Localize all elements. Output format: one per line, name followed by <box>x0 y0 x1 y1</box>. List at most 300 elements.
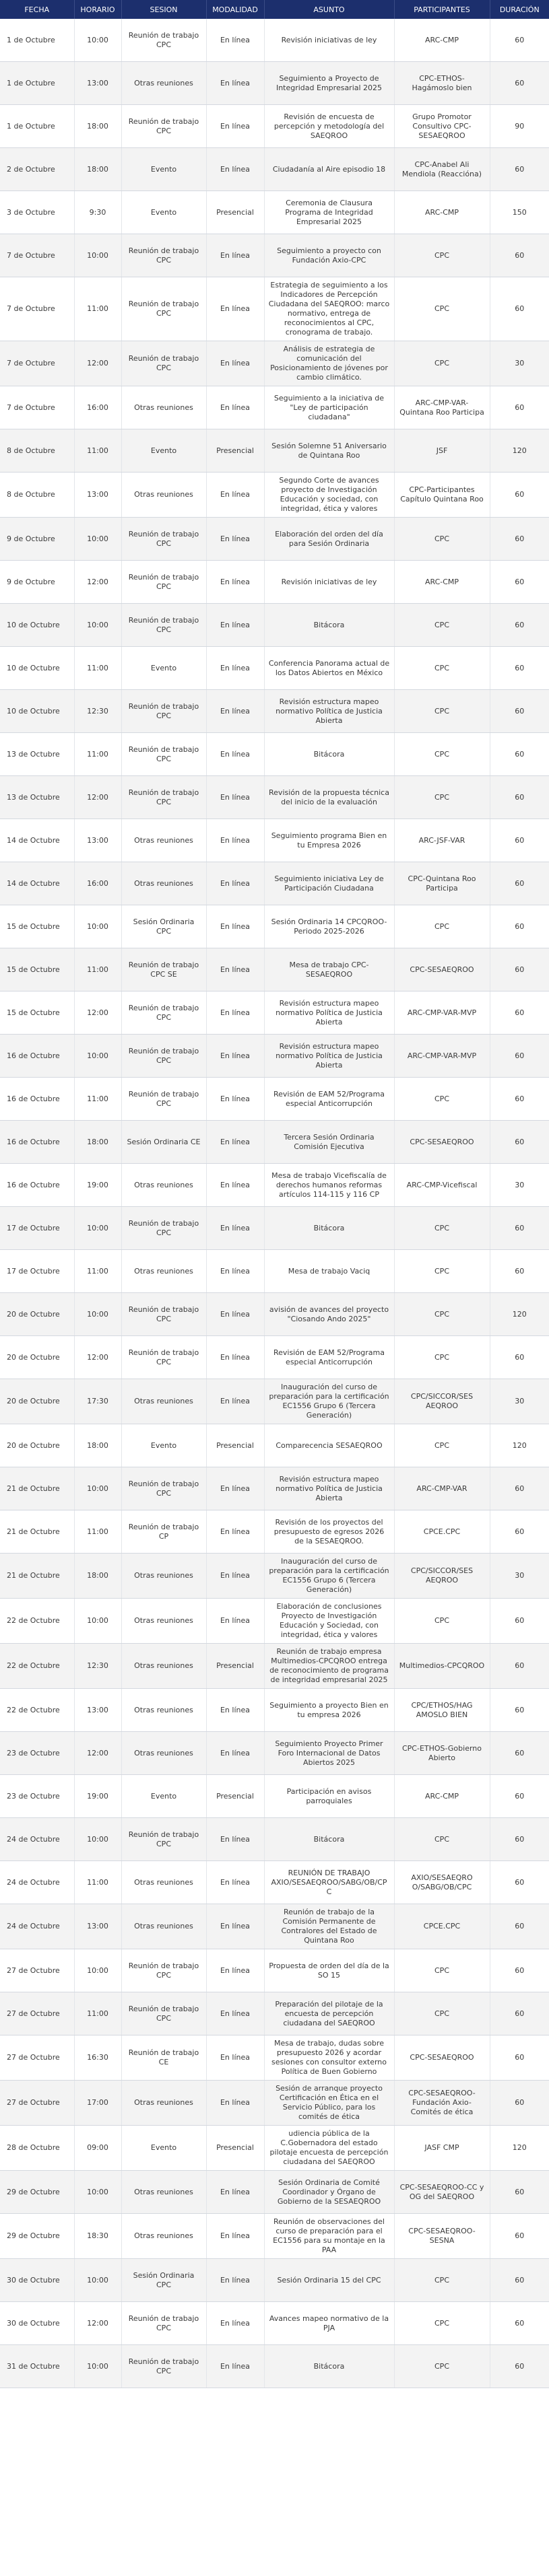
table-row <box>0 234 549 277</box>
cell-modalidad: En línea <box>206 1164 264 1207</box>
cell-sesion: Evento <box>121 2126 206 2171</box>
cell-asunto: Sesión Ordinaria 15 del CPC <box>264 2259 394 2302</box>
cell-horario: 10:00 <box>74 2171 121 2214</box>
cell-participantes: CPC-ETHOS-Hagámoslo bien <box>394 62 490 105</box>
table-row <box>0 1207 549 1250</box>
cell-participantes: CPC <box>394 341 490 386</box>
cell-duracion: 60 <box>490 2171 549 2214</box>
cell-asunto: Propuesta de orden del día de la SO 15 <box>264 1949 394 1992</box>
cell-sesion: Otras reuniones <box>121 2171 206 2214</box>
cell-modalidad: En línea <box>206 1379 264 1424</box>
cell-asunto: Segundo Corte de avances proyecto de Investigación Educación y sociedad, con integridad, ética y valores <box>264 473 394 518</box>
table-row <box>0 647 549 690</box>
cell-participantes: CPC <box>394 1293 490 1336</box>
cell-duracion: 60 <box>490 2345 549 2388</box>
cell-horario: 11:00 <box>74 429 121 473</box>
cell-horario: 12:00 <box>74 776 121 819</box>
cell-participantes: Grupo Promotor Consultivo CPC-SESAEQROO <box>394 105 490 148</box>
cell-asunto: Mesa de trabajo, dudas sobre presupuesto 2026 y acordar sesiones con consultor externo Política de Buen Gobierno <box>264 2035 394 2081</box>
cell-fecha: 23 de Octubre <box>0 1732 74 1775</box>
cell-horario: 18:00 <box>74 1424 121 1467</box>
cell-modalidad: En línea <box>206 1336 264 1379</box>
table-header <box>0 0 549 19</box>
table-row <box>0 2345 549 2388</box>
table-row <box>0 386 549 429</box>
cell-asunto: Seguimiento a proyecto con Fundación Axio-CPC <box>264 234 394 277</box>
table-row <box>0 191 549 234</box>
cell-modalidad: En línea <box>206 148 264 191</box>
cell-sesion: Otras reuniones <box>121 819 206 862</box>
cell-fecha: 21 de Octubre <box>0 1467 74 1510</box>
cell-horario: 11:00 <box>74 1510 121 1554</box>
cell-sesion: Reunión de trabajo CPC <box>121 1818 206 1861</box>
cell-modalidad: En línea <box>206 62 264 105</box>
cell-participantes: CPC <box>394 2345 490 2388</box>
table-row <box>0 2214 549 2259</box>
cell-fecha: 15 de Octubre <box>0 948 74 991</box>
cell-fecha: 21 de Octubre <box>0 1554 74 1599</box>
table-row <box>0 1078 549 1121</box>
table-row <box>0 429 549 473</box>
cell-sesion: Reunión de trabajo CPC <box>121 105 206 148</box>
cell-horario: 13:00 <box>74 1689 121 1732</box>
cell-participantes: CPC-Quintana Roo Participa <box>394 862 490 905</box>
cell-participantes: CPC <box>394 1949 490 1992</box>
cell-duracion: 60 <box>490 561 549 604</box>
table-row <box>0 1861 549 1904</box>
table-row <box>0 604 549 647</box>
cell-horario: 11:00 <box>74 277 121 341</box>
cell-duracion: 120 <box>490 2126 549 2171</box>
cell-modalidad: Presencial <box>206 2126 264 2171</box>
cell-asunto: Seguimiento a Proyecto de Integridad Empresarial 2025 <box>264 62 394 105</box>
cell-fecha: 17 de Octubre <box>0 1250 74 1293</box>
table-row <box>0 905 549 948</box>
cell-modalidad: En línea <box>206 776 264 819</box>
cell-participantes: CPC-Anabel Ali Mendiola (Reaccióna) <box>394 148 490 191</box>
cell-sesion: Sesión Ordinaria CPC <box>121 2259 206 2302</box>
cell-participantes: JSF <box>394 429 490 473</box>
table-row <box>0 1904 549 1949</box>
cell-duracion: 60 <box>490 819 549 862</box>
cell-duracion: 60 <box>490 733 549 776</box>
cell-modalidad: En línea <box>206 1861 264 1904</box>
cell-participantes: CPC <box>394 1992 490 2035</box>
column-header-sesion: SESION <box>121 0 206 19</box>
cell-asunto: Bitácora <box>264 733 394 776</box>
table-row <box>0 1644 549 1689</box>
cell-duracion: 60 <box>490 1078 549 1121</box>
cell-duracion: 60 <box>490 2214 549 2259</box>
cell-duracion: 60 <box>490 862 549 905</box>
cell-participantes: ARC-CMP-VAR <box>394 1467 490 1510</box>
cell-sesion: Evento <box>121 647 206 690</box>
cell-fecha: 10 de Octubre <box>0 690 74 733</box>
cell-modalidad: Presencial <box>206 191 264 234</box>
table-row <box>0 62 549 105</box>
cell-fecha: 8 de Octubre <box>0 429 74 473</box>
cell-modalidad: En línea <box>206 2345 264 2388</box>
table-row <box>0 1554 549 1599</box>
cell-duracion: 60 <box>490 2302 549 2345</box>
table-row <box>0 1293 549 1336</box>
cell-horario: 11:00 <box>74 1861 121 1904</box>
cell-asunto: Revisión de EAM 52/Programa especial Anticorrupción <box>264 1336 394 1379</box>
cell-fecha: 10 de Octubre <box>0 647 74 690</box>
table-row <box>0 776 549 819</box>
cell-duracion: 60 <box>490 1035 549 1078</box>
cell-asunto: Revisión de la propuesta técnica del inicio de la evaluación <box>264 776 394 819</box>
cell-fecha: 13 de Octubre <box>0 776 74 819</box>
cell-horario: 10:00 <box>74 1293 121 1336</box>
cell-participantes: JASF CMP <box>394 2126 490 2171</box>
cell-participantes: CPC/SICCOR/SES AEQROO <box>394 1379 490 1424</box>
table-row <box>0 690 549 733</box>
cell-horario: 11:00 <box>74 647 121 690</box>
cell-horario: 10:00 <box>74 1599 121 1644</box>
cell-duracion: 120 <box>490 429 549 473</box>
table-row <box>0 2126 549 2171</box>
cell-horario: 13:00 <box>74 1904 121 1949</box>
cell-sesion: Otras reuniones <box>121 1644 206 1689</box>
table-row <box>0 1949 549 1992</box>
cell-sesion: Otras reuniones <box>121 1861 206 1904</box>
cell-participantes: CPC-Participantes Capítulo Quintana Roo <box>394 473 490 518</box>
cell-duracion: 60 <box>490 148 549 191</box>
cell-duracion: 60 <box>490 386 549 429</box>
cell-fecha: 24 de Octubre <box>0 1861 74 1904</box>
cell-sesion: Otras reuniones <box>121 1164 206 1207</box>
cell-modalidad: En línea <box>206 1035 264 1078</box>
table-row <box>0 2081 549 2126</box>
cell-modalidad: En línea <box>206 1293 264 1336</box>
cell-modalidad: Presencial <box>206 1644 264 1689</box>
cell-asunto: Seguimiento iniciativa Ley de Participación Ciudadana <box>264 862 394 905</box>
table-row <box>0 1467 549 1510</box>
cell-duracion: 60 <box>490 1250 549 1293</box>
cell-participantes: CPC-SESAEQROO <box>394 1121 490 1164</box>
cell-horario: 11:00 <box>74 1992 121 2035</box>
cell-asunto: Avances mapeo normativo de la PJA <box>264 2302 394 2345</box>
cell-sesion: Reunión de trabajo CPC <box>121 2345 206 2388</box>
cell-asunto: Análisis de estrategia de comunicación del Posicionamiento de jóvenes por cambio climático. <box>264 341 394 386</box>
column-header-participantes: PARTICIPANTES <box>394 0 490 19</box>
cell-fecha: 7 de Octubre <box>0 277 74 341</box>
cell-modalidad: En línea <box>206 647 264 690</box>
cell-modalidad: En línea <box>206 19 264 62</box>
cell-participantes: ARC-CMP-VAR-MVP <box>394 1035 490 1078</box>
table-row <box>0 948 549 991</box>
cell-fecha: 27 de Octubre <box>0 1949 74 1992</box>
table-row <box>0 1121 549 1164</box>
cell-asunto: Elaboración del orden del día para Sesión Ordinaria <box>264 518 394 561</box>
cell-modalidad: En línea <box>206 1510 264 1554</box>
cell-horario: 11:00 <box>74 948 121 991</box>
cell-duracion: 60 <box>490 1644 549 1689</box>
cell-fecha: 16 de Octubre <box>0 1035 74 1078</box>
cell-sesion: Reunión de trabajo CPC <box>121 604 206 647</box>
cell-fecha: 8 de Octubre <box>0 473 74 518</box>
cell-asunto: avisión de avances del proyecto "Ciosando Ando 2025" <box>264 1293 394 1336</box>
cell-asunto: Bitácora <box>264 2345 394 2388</box>
cell-participantes: ARC-CMP-VAR-Quintana Roo Participa <box>394 386 490 429</box>
table-row <box>0 2171 549 2214</box>
cell-asunto: Sesión Ordinaria de Comité Coordinador y Órgano de Gobierno de la SESAEQROO <box>264 2171 394 2214</box>
cell-duracion: 60 <box>490 604 549 647</box>
cell-horario: 10:00 <box>74 1035 121 1078</box>
cell-participantes: CPC <box>394 1207 490 1250</box>
cell-asunto: Seguimiento Proyecto Primer Foro Internacional de Datos Abiertos 2025 <box>264 1732 394 1775</box>
cell-horario: 10:00 <box>74 1467 121 1510</box>
cell-modalidad: Presencial <box>206 1424 264 1467</box>
cell-modalidad: En línea <box>206 1467 264 1510</box>
cell-participantes: CPC <box>394 1424 490 1467</box>
cell-modalidad: En línea <box>206 234 264 277</box>
cell-sesion: Otras reuniones <box>121 1689 206 1732</box>
cell-sesion: Reunión de trabajo CPC <box>121 277 206 341</box>
cell-asunto: Bitácora <box>264 604 394 647</box>
cell-duracion: 60 <box>490 1689 549 1732</box>
cell-modalidad: En línea <box>206 2214 264 2259</box>
cell-fecha: 24 de Octubre <box>0 1904 74 1949</box>
cell-sesion: Otras reuniones <box>121 1379 206 1424</box>
cell-horario: 10:00 <box>74 2345 121 2388</box>
cell-fecha: 24 de Octubre <box>0 1818 74 1861</box>
cell-sesion: Reunión de trabajo CPC <box>121 1078 206 1121</box>
cell-duracion: 60 <box>490 1818 549 1861</box>
cell-modalidad: En línea <box>206 819 264 862</box>
cell-participantes: CPC <box>394 905 490 948</box>
cell-duracion: 60 <box>490 1121 549 1164</box>
cell-modalidad: En línea <box>206 1904 264 1949</box>
cell-fecha: 14 de Octubre <box>0 862 74 905</box>
cell-asunto: Sesión Solemne 51 Aniversario de Quintana Roo <box>264 429 394 473</box>
cell-horario: 11:00 <box>74 1078 121 1121</box>
cell-asunto: Ciudadanía al Aire episodio 18 <box>264 148 394 191</box>
cell-participantes: CPC <box>394 1818 490 1861</box>
cell-horario: 18:00 <box>74 1121 121 1164</box>
cell-asunto: Comparecencia SESAEQROO <box>264 1424 394 1467</box>
cell-asunto: Elaboración de conclusiones Proyecto de Investigación Educación y Sociedad, con integridad, ética y valores <box>264 1599 394 1644</box>
cell-duracion: 60 <box>490 473 549 518</box>
table-row <box>0 1818 549 1861</box>
cell-horario: 12:00 <box>74 561 121 604</box>
cell-horario: 9:30 <box>74 191 121 234</box>
cell-asunto: Revisión estructura mapeo normativo Política de Justicia Abierta <box>264 1467 394 1510</box>
cell-horario: 10:00 <box>74 1818 121 1861</box>
cell-modalidad: En línea <box>206 1818 264 1861</box>
cell-sesion: Reunión de trabajo CPC <box>121 1949 206 1992</box>
table-row <box>0 1689 549 1732</box>
cell-sesion: Reunión de trabajo CPC <box>121 776 206 819</box>
cell-duracion: 60 <box>490 1207 549 1250</box>
cell-fecha: 31 de Octubre <box>0 2345 74 2388</box>
cell-participantes: CPC-SESAEQROO-Fundación Axio-Comités de ética <box>394 2081 490 2126</box>
cell-asunto: Revisión estructura mapeo normativo Política de Justicia Abierta <box>264 1035 394 1078</box>
cell-fecha: 22 de Octubre <box>0 1599 74 1644</box>
cell-modalidad: En línea <box>206 948 264 991</box>
cell-modalidad: En línea <box>206 1689 264 1732</box>
cell-asunto: Reunión de trabajo de la Comisión Permanente de Contralores del Estado de Quintana Roo <box>264 1904 394 1949</box>
cell-participantes: CPC <box>394 277 490 341</box>
table-body <box>0 19 549 2388</box>
cell-modalidad: En línea <box>206 1078 264 1121</box>
cell-participantes: AXIO/SESAEQRO O/SABG/OB/CPC <box>394 1861 490 1904</box>
cell-fecha: 15 de Octubre <box>0 905 74 948</box>
table-row <box>0 19 549 62</box>
cell-modalidad: En línea <box>206 862 264 905</box>
cell-modalidad: En línea <box>206 690 264 733</box>
cell-duracion: 60 <box>490 1904 549 1949</box>
table-row <box>0 1250 549 1293</box>
cell-horario: 10:00 <box>74 905 121 948</box>
cell-duracion: 60 <box>490 1775 549 1818</box>
cell-horario: 10:00 <box>74 234 121 277</box>
cell-asunto: Tercera Sesión Ordinaria Comisión Ejecutiva <box>264 1121 394 1164</box>
cell-participantes: CPC <box>394 733 490 776</box>
cell-participantes: CPC-SESAEQROO-CC y OG del SAEQROO <box>394 2171 490 2214</box>
cell-modalidad: En línea <box>206 1554 264 1599</box>
cell-modalidad: En línea <box>206 2081 264 2126</box>
cell-sesion: Otras reuniones <box>121 1250 206 1293</box>
cell-modalidad: En línea <box>206 341 264 386</box>
cell-participantes: ARC-CMP <box>394 191 490 234</box>
table-row <box>0 1992 549 2035</box>
cell-sesion: Reunión de trabajo CPC <box>121 561 206 604</box>
cell-asunto: Seguimiento a la iniciativa de "Ley de participación ciudadana" <box>264 386 394 429</box>
cell-duracion: 60 <box>490 2259 549 2302</box>
cell-horario: 16:00 <box>74 862 121 905</box>
cell-modalidad: En línea <box>206 1207 264 1250</box>
cell-asunto: Revisión de los proyectos del presupuesto de egresos 2026 de la SESAEQROO. <box>264 1510 394 1554</box>
cell-modalidad: En línea <box>206 604 264 647</box>
cell-sesion: Otras reuniones <box>121 62 206 105</box>
cell-sesion: Otras reuniones <box>121 2081 206 2126</box>
cell-sesion: Reunión de trabajo CPC <box>121 1207 206 1250</box>
cell-horario: 19:00 <box>74 1775 121 1818</box>
cell-fecha: 20 de Octubre <box>0 1293 74 1336</box>
cell-sesion: Reunión de trabajo CE <box>121 2035 206 2081</box>
cell-asunto: Mesa de trabajo Vicefiscalía de derechos humanos reformas artículos 114-115 y 116 CP <box>264 1164 394 1207</box>
cell-modalidad: En línea <box>206 1599 264 1644</box>
cell-modalidad: En línea <box>206 991 264 1035</box>
cell-sesion: Reunión de trabajo CPC <box>121 991 206 1035</box>
cell-fecha: 27 de Octubre <box>0 1992 74 2035</box>
cell-sesion: Otras reuniones <box>121 1599 206 1644</box>
table-row <box>0 277 549 341</box>
table-row <box>0 561 549 604</box>
cell-asunto: Revisión de encuesta de percepción y metodología del SAEQROO <box>264 105 394 148</box>
cell-participantes: CPC <box>394 690 490 733</box>
cell-horario: 10:00 <box>74 518 121 561</box>
cell-modalidad: En línea <box>206 1992 264 2035</box>
cell-fecha: 1 de Octubre <box>0 105 74 148</box>
table-row <box>0 473 549 518</box>
cell-fecha: 2 de Octubre <box>0 148 74 191</box>
cell-participantes: CPC <box>394 776 490 819</box>
column-header-modalidad: MODALIDAD <box>206 0 264 19</box>
cell-modalidad: En línea <box>206 277 264 341</box>
cell-asunto: Inauguración del curso de preparación para la certificación EC1556 Grupo 6 (Tercera Generación) <box>264 1379 394 1424</box>
cell-sesion: Otras reuniones <box>121 1904 206 1949</box>
cell-fecha: 15 de Octubre <box>0 991 74 1035</box>
cell-duracion: 60 <box>490 234 549 277</box>
cell-fecha: 1 de Octubre <box>0 19 74 62</box>
cell-participantes: Multimedios-CPCQROO <box>394 1644 490 1689</box>
cell-fecha: 9 de Octubre <box>0 518 74 561</box>
cell-participantes: CPC <box>394 604 490 647</box>
cell-sesion: Reunión de trabajo CPC <box>121 1467 206 1510</box>
cell-asunto: Estrategia de seguimiento a los Indicadores de Percepción Ciudadana del SAEQROO: marco normativo, entrega de reconocimientos al CPC, cronograma de trabajo. <box>264 277 394 341</box>
cell-sesion: Reunión de trabajo CPC <box>121 234 206 277</box>
cell-sesion: Otras reuniones <box>121 1554 206 1599</box>
cell-participantes: CPC <box>394 1336 490 1379</box>
cell-participantes: ARC-CMP <box>394 19 490 62</box>
cell-asunto: Reunión de observaciones del curso de preparación para el EC1556 para su montaje en la PAA <box>264 2214 394 2259</box>
cell-participantes: CPC <box>394 2259 490 2302</box>
cell-sesion: Reunión de trabajo CPC <box>121 341 206 386</box>
cell-asunto: Sesión de arranque proyecto Certificación en Ética en el Servicio Público, para los comités de ética <box>264 2081 394 2126</box>
cell-duracion: 60 <box>490 1861 549 1904</box>
table-row <box>0 1379 549 1424</box>
cell-modalidad: En línea <box>206 1732 264 1775</box>
cell-duracion: 120 <box>490 1424 549 1467</box>
table-row <box>0 1035 549 1078</box>
cell-duracion: 30 <box>490 1379 549 1424</box>
cell-duracion: 30 <box>490 341 549 386</box>
cell-duracion: 60 <box>490 1510 549 1554</box>
cell-modalidad: En línea <box>206 2259 264 2302</box>
cell-fecha: 20 de Octubre <box>0 1424 74 1467</box>
header-row <box>0 0 549 19</box>
cell-participantes: CPC <box>394 1250 490 1293</box>
cell-modalidad: En línea <box>206 1121 264 1164</box>
column-header-fecha: FECHA <box>0 0 74 19</box>
cell-horario: 13:00 <box>74 473 121 518</box>
cell-horario: 10:00 <box>74 19 121 62</box>
cell-horario: 10:00 <box>74 604 121 647</box>
cell-sesion: Otras reuniones <box>121 386 206 429</box>
cell-participantes: ARC-CMP <box>394 561 490 604</box>
cell-sesion: Reunión de trabajo CPC <box>121 1035 206 1078</box>
cell-horario: 18:00 <box>74 148 121 191</box>
table-row <box>0 1164 549 1207</box>
cell-asunto: Ceremonia de Clausura Programa de Integridad Empresarial 2025 <box>264 191 394 234</box>
cell-modalidad: En línea <box>206 386 264 429</box>
cell-modalidad: En línea <box>206 905 264 948</box>
cell-asunto: Revisión iniciativas de ley <box>264 561 394 604</box>
cell-duracion: 60 <box>490 1467 549 1510</box>
cell-horario: 12:00 <box>74 2302 121 2345</box>
cell-duracion: 60 <box>490 2081 549 2126</box>
cell-horario: 12:00 <box>74 991 121 1035</box>
cell-fecha: 22 de Octubre <box>0 1644 74 1689</box>
cell-horario: 09:00 <box>74 2126 121 2171</box>
cell-sesion: Otras reuniones <box>121 473 206 518</box>
cell-fecha: 20 de Octubre <box>0 1336 74 1379</box>
cell-participantes: ARC-CMP-Vicefiscal <box>394 1164 490 1207</box>
cell-asunto: Seguimiento programa Bien en tu Empresa 2026 <box>264 819 394 862</box>
cell-horario: 16:00 <box>74 386 121 429</box>
cell-duracion: 60 <box>490 991 549 1035</box>
cell-fecha: 1 de Octubre <box>0 62 74 105</box>
table-row <box>0 2259 549 2302</box>
cell-asunto: udiencia pública de la C.Gobernadora del estado pilotaje encuesta de percepción ciudadana del SAEQROO <box>264 2126 394 2171</box>
cell-duracion: 60 <box>490 62 549 105</box>
cell-asunto: Revisión estructura mapeo normativo Política de Justicia Abierta <box>264 991 394 1035</box>
cell-sesion: Reunión de trabajo CPC SE <box>121 948 206 991</box>
table-row <box>0 341 549 386</box>
